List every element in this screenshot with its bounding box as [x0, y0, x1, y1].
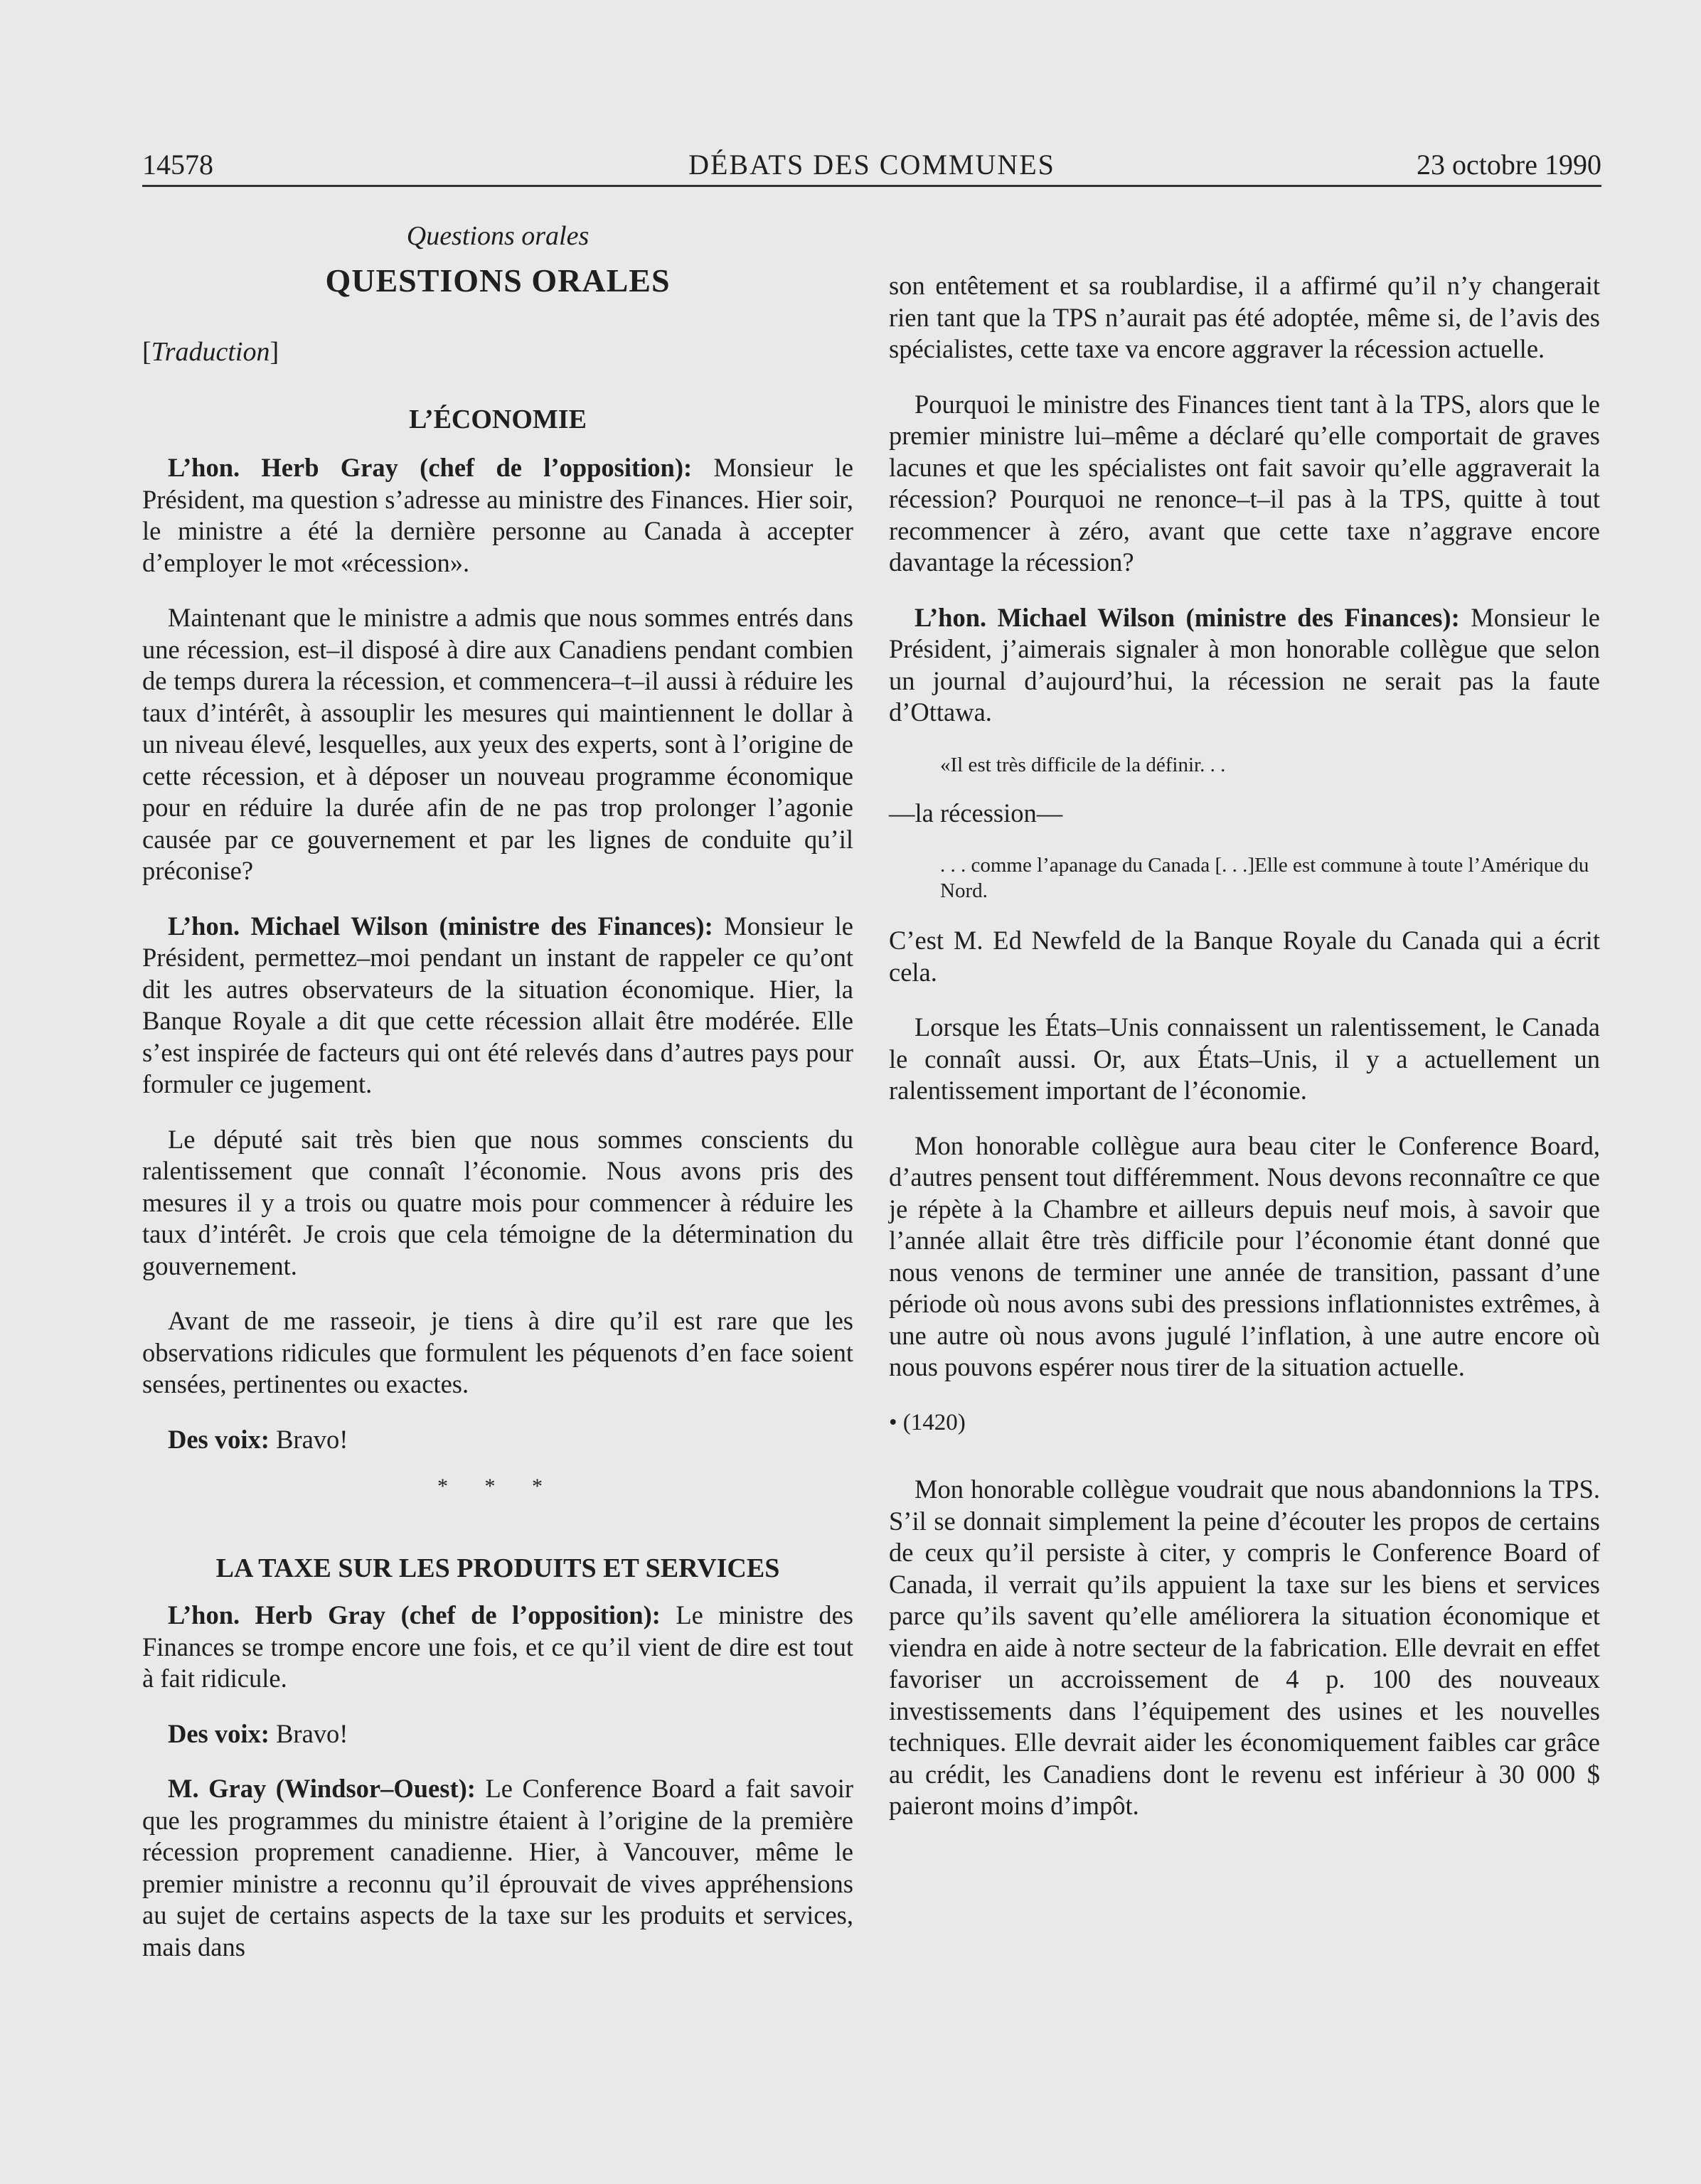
- running-header: [142, 142, 1601, 187]
- paragraph-gray-windsor: M. Gray (Windsor–Ouest): Le Conference Board a fait savoir que les programmes du ministre étaient à l’origine de la première récession proprement canadienne. Hier, à Vancouver, même le premier ministre a reconnu qu’il éprouvait de vives appréhensions au sujet de certains aspects de la taxe sur les produits et services, mais dans: [142, 1774, 853, 1961]
- paragraph-gray-continued: Maintenant que le ministre a admis que nous sommes entrés dans une récession, est–il disposé à dire aux Canadiens pendant combien de temps durera la récession, et commencera–t–il aussi à réduire les taux d’intérêt, à assouplir les mesures qui maintiennent le dollar à un niveau élevé, lesquelles, aux yeux des experts, sont à l’origine de cette récession, et à déposer un nouveau programme économique pour en réduire la durée afin de ne pas trop prolonger l’agonie causée par ce gouvernement et par les lignes de conduite qu’il préconise?: [142, 603, 853, 885]
- speaker-name: L’hon. Michael Wilson (ministre des Finances):: [915, 602, 1460, 632]
- publication-date: 23 octobre 1990: [1417, 149, 1601, 181]
- speaker-name: L’hon. Herb Gray (chef de l’opposition):: [168, 453, 693, 482]
- block-quote: «Il est très difficile de la définir. . .: [940, 753, 1226, 776]
- paragraph-wilson-answer: L’hon. Michael Wilson (ministre des Finances): Monsieur le Président, permettez–moi pendant un instant de rappeler ce qu’ont dit les autres observateurs de la situation économique. Hier, la Banque Royale a dit que cette récession allait être modérée. Elle s’est inspirée de facteurs qui ont été relevés dans d’autres pays pour formuler ce jugement.: [142, 911, 854, 1098]
- paragraph-continuation: son entêtement et sa roublardise, il a affirmé qu’il n’y changerait rien tant que la TPS n’aurait pas été adoptée, même si, de l’avis des spécialistes, cette taxe va encore aggraver la récession actuelle.: [889, 271, 1600, 363]
- speaker-name: L’hon. Herb Gray (chef de l’opposition):: [168, 1600, 661, 1629]
- paragraph-united-states: Lorsque les États–Unis connaissent un ralentissement, le Canada le connaît aussi. Or, aux États–Unis, il y a actuellement un ralentissement important de l’économie.: [889, 1012, 1600, 1105]
- section-separator: * * *: [437, 1474, 558, 1498]
- speaker-name: M. Gray (Windsor–Ouest):: [168, 1774, 476, 1803]
- speaker-name: Des voix:: [168, 1424, 270, 1454]
- time-marker: • (1420): [889, 1409, 966, 1435]
- paragraph-tps-question: Pourquoi le ministre des Finances tient tant à la TPS, alors que le premier ministre lui–même a déclaré qu’elle comportait de graves lacunes et que les spécialistes ont fait savoir qu’elle aggraverait la récession? Pourquoi ne renonce–t–il pas à la TPS, quitte à tout recommencer à zéro, avant que cette taxe n’aggrave encore davantage la récession?: [889, 389, 1600, 577]
- speaker-name: L’hon. Michael Wilson (ministre des Finances):: [168, 911, 713, 941]
- section-subheading: Questions orales: [406, 221, 590, 251]
- page-title: QUESTIONS ORALES: [325, 262, 671, 299]
- paragraph-conference-board: Mon honorable collègue aura beau citer le Conference Board, d’autres pensent tout différemment. Nous devons reconnaître ce que je répète à la Chambre et ailleurs depuis neuf mois, à savoir que l’année allait être très difficile pour l’économie étant donné que nous venons de terminer une année de transition, passant d’une période où nous avons subi des pressions inflationnistes extrêmes, à une autre où nous avons jugulé l’inflation, à une autre encore où nous pouvons espérer nous tirer de la situation actuelle.: [889, 1130, 1600, 1381]
- paragraph-wilson-reply: L’hon. Michael Wilson (ministre des Finances): Monsieur le Président, j’aimerais signaler à mon honorable collègue que selon un journal d’aujourd’hui, la récession ne serait pas la faute d’Ottawa.: [889, 602, 1601, 727]
- dash-aside: —la récession—: [889, 798, 1063, 828]
- left-column: [142, 213, 853, 1963]
- paragraph-gray-question: L’hon. Herb Gray (chef de l’opposition): Monsieur le Président, ma question s’adresse au ministre des Finances. Hier soir, le ministre a été la dernière personne au Canada à accepter d’employer le mot «récession».: [142, 453, 853, 577]
- block-quote-2: . . . comme l’apanage du Canada [. . .]Elle est commune à toute l’Amérique du Nord.: [940, 854, 1589, 902]
- paragraph-wilson-continued: Le député sait très bien que nous sommes conscients du ralentissement que connaît l’économie. Nous avons pris des mesures il y a trois ou quatre mois pour commencer à réduire les taux d’intérêt. Je crois que cela témoigne de la détermination du gouvernement.: [142, 1124, 853, 1280]
- paragraph-tps-benefits: Mon honorable collègue voudrait que nous abandonnions la TPS. S’il se donnait simplement la peine d’écouter les propos de certains de ceux qu’il persiste à citer, y compris le Conference Board of Canada, il verrait qu’ils appuient la taxe sur les biens et services parce qu’ils savent qu’elle améliorera la situation économique et viendra en aide à notre secteur de la fabrication. Elle devrait en effet favoriser un accroissement de 4 p. 100 des nouveaux investissements dans l’équipement des usines et les nouvelles techniques. Elle devrait aider les économiquement faibles car grâce au crédit, les Canadiens dont le revenu est inférieur à 30 000 $ paieront moins d’impôt.: [889, 1474, 1600, 1820]
- traduction-label: [Traduction]: [142, 337, 279, 367]
- speaker-name: Des voix:: [168, 1718, 270, 1748]
- paragraph-voices: Des voix: Bravo!: [168, 1424, 348, 1454]
- paragraph-gray-reply: L’hon. Herb Gray (chef de l’opposition): Le ministre des Finances se trompe encore une fois, et ce qu’il vient de dire est tout à fait ridicule.: [142, 1600, 853, 1693]
- paragraph-voices-2: Des voix: Bravo!: [168, 1718, 348, 1748]
- journal-title: DÉBATS DES COMMUNES: [688, 149, 1055, 181]
- page-number: 14578: [142, 149, 213, 181]
- heading-taxe: LA TAXE SUR LES PRODUITS ET SERVICES: [215, 1553, 780, 1583]
- heading-economie: L’ÉCONOMIE: [409, 404, 587, 434]
- paragraph-wilson-closing: Avant de me rasseoir, je tiens à dire qu’il est rare que les observations ridicules que formulent les péquenots d’en face soient sensées, pertinentes ou exactes.: [142, 1306, 853, 1398]
- paragraph-attribution: C’est M. Ed Newfeld de la Banque Royale du Canada qui a écrit cela.: [889, 926, 1600, 987]
- right-column: [889, 270, 1600, 1822]
